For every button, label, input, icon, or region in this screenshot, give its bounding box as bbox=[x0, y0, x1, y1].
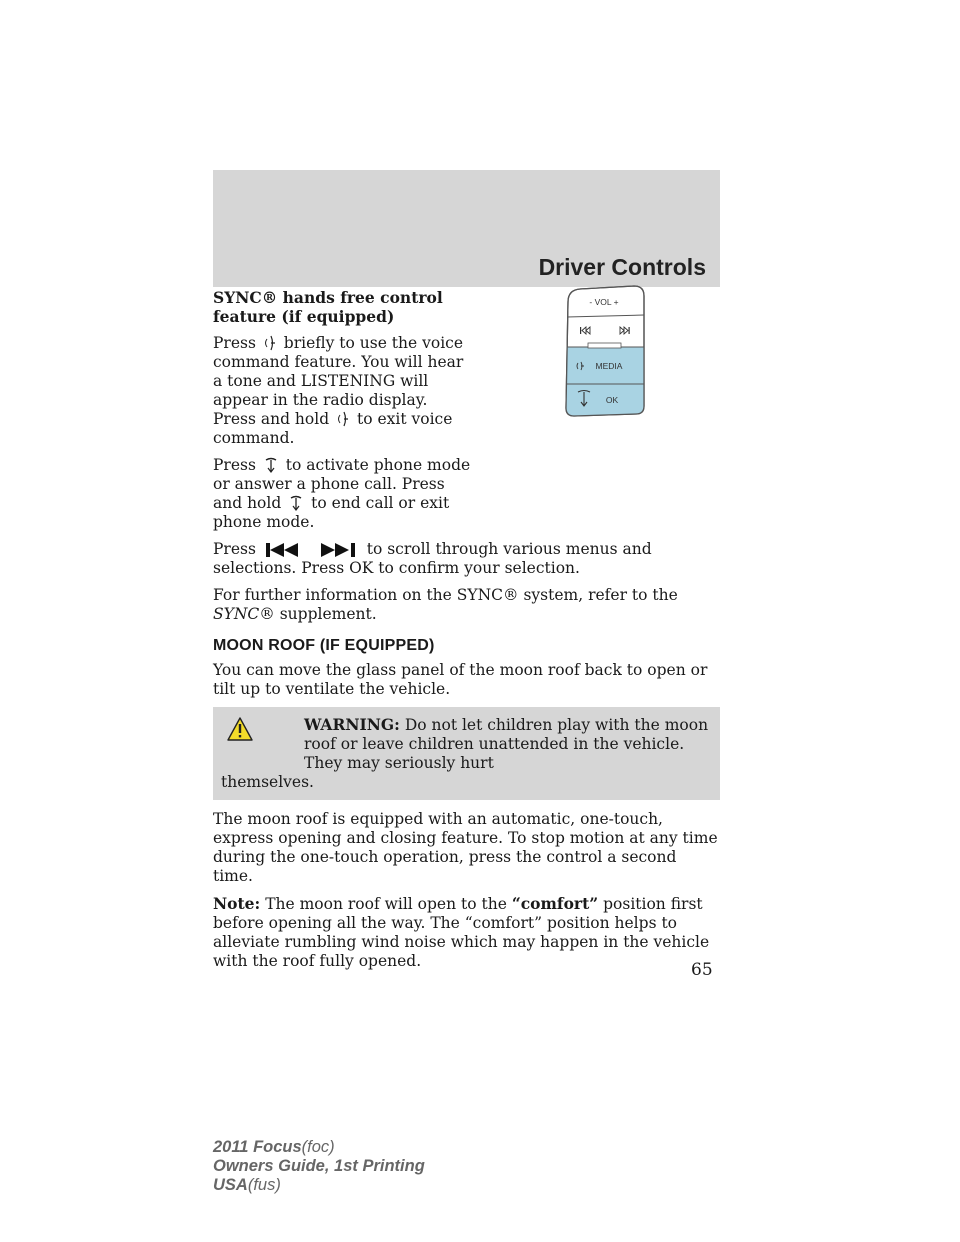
footer-market: USA bbox=[213, 1176, 248, 1194]
footer-market-code: (fus) bbox=[247, 1176, 281, 1194]
further-info-text-b: supplement. bbox=[279, 605, 377, 623]
phone-icon bbox=[289, 494, 303, 512]
seek-paragraph bbox=[213, 540, 720, 578]
footer-line3 bbox=[213, 1176, 425, 1195]
further-info-text-a: For further information on the SYNC® system, refer to the bbox=[213, 586, 678, 604]
voice-text-a: Press bbox=[213, 334, 256, 352]
note-comfort: “comfort” bbox=[511, 894, 599, 913]
phone-icon bbox=[264, 456, 278, 474]
sync-heading bbox=[213, 288, 473, 326]
seek-text-a: Press bbox=[213, 540, 256, 558]
footer-model: 2011 Focus bbox=[213, 1138, 302, 1156]
voice-paragraph bbox=[213, 334, 473, 448]
moon-roof-intro: You can move the glass panel of the moon roof back to open or tilt up to ventilate the vehicle. bbox=[213, 661, 708, 698]
warning-text-b: themselves. bbox=[221, 773, 314, 791]
header-band bbox=[213, 170, 720, 287]
vol-label: - VOL + bbox=[589, 297, 619, 307]
media-label: MEDIA bbox=[595, 361, 623, 371]
sync-heading-line2: feature (if equipped) bbox=[213, 307, 395, 326]
phone-text-c: to end call or exit phone mode. bbox=[213, 494, 450, 531]
warning-text bbox=[221, 715, 712, 792]
voice-icon bbox=[264, 334, 276, 352]
note-label: Note: bbox=[213, 894, 261, 913]
phone-paragraph bbox=[213, 456, 473, 532]
note-text-a: The moon roof will open to the bbox=[265, 895, 507, 913]
voice-text-b: briefly to use the voice command feature. You will hear a tone and LISTENING will appear in the radio display. Press and hold bbox=[213, 334, 464, 428]
warning-text-a: Do not let children play with the moon roof or leave children unattended in the vehicle. They may seriously hurt bbox=[304, 716, 709, 772]
voice-icon bbox=[337, 410, 349, 428]
further-info-paragraph bbox=[213, 586, 720, 624]
note-paragraph bbox=[213, 894, 720, 971]
moon-roof-heading: MOON ROOF (IF EQUIPPED) bbox=[213, 637, 435, 654]
footer-line2: Owners Guide, 1st Printing bbox=[213, 1157, 425, 1175]
footer bbox=[213, 1138, 425, 1195]
page-number: 65 bbox=[691, 960, 713, 980]
seek-forward-icon bbox=[317, 542, 359, 558]
section-title: Driver Controls bbox=[538, 254, 706, 280]
page-content bbox=[213, 288, 720, 979]
express-paragraph: The moon roof is equipped with an automatic, one-touch, express opening and closing feature. To stop motion at any time during the one-touch operation, press the control a second time. bbox=[213, 810, 718, 885]
sync-heading-line1: SYNC® hands free control bbox=[213, 288, 443, 307]
warning-triangle-icon bbox=[227, 717, 253, 741]
footer-model-code: (foc) bbox=[301, 1138, 335, 1156]
ok-label: OK bbox=[605, 395, 619, 405]
sync-supplement-reference: SYNC® bbox=[213, 605, 275, 623]
voice-text-c: to exit voice command. bbox=[213, 410, 453, 447]
seek-back-icon bbox=[264, 542, 306, 558]
phone-text-a: Press bbox=[213, 456, 256, 474]
phone-text-b: to activate phone mode or answer a phone call. Press and hold bbox=[213, 456, 471, 512]
seek-text-b: to scroll through various menus and selections. Press OK to confirm your selection. bbox=[213, 540, 652, 577]
warning-box bbox=[213, 707, 720, 800]
note-text-b: position first before opening all the way. The “comfort” position helps to alleviate rumbling wind noise which may happen in the vehicle with the roof fully opened. bbox=[213, 895, 710, 970]
warning-label: WARNING: bbox=[304, 715, 400, 734]
footer-line1 bbox=[213, 1138, 425, 1157]
sync-section bbox=[213, 288, 473, 532]
